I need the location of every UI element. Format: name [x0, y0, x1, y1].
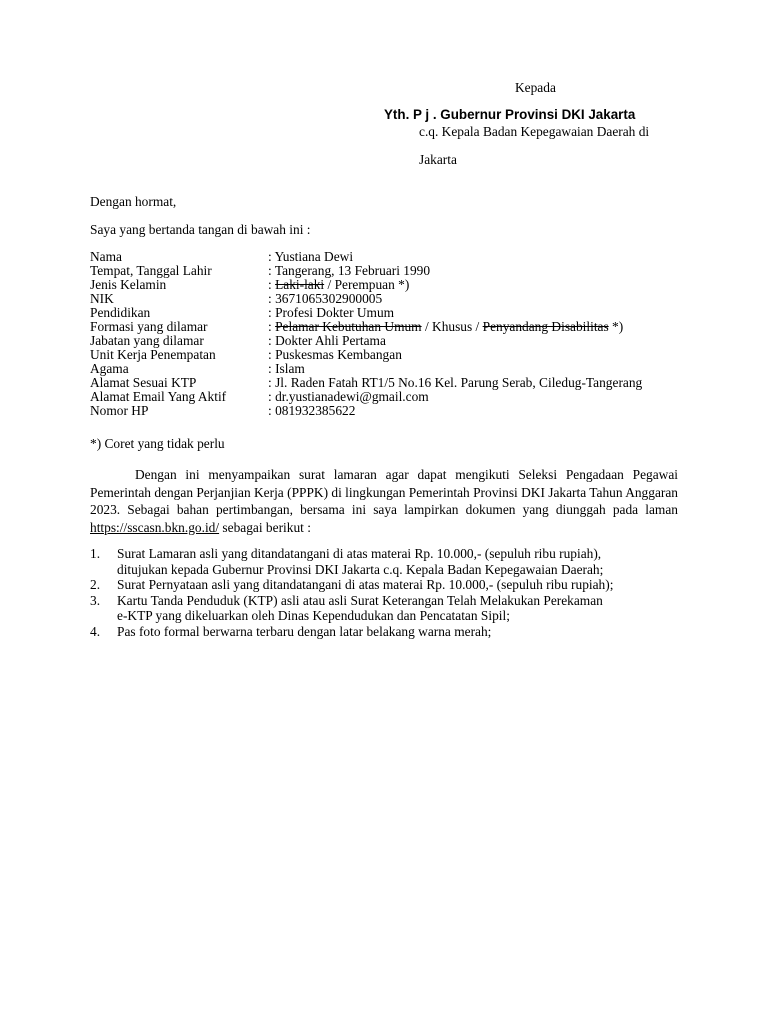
list-item: 2. Surat Pernyataan asli yang ditandatangani di atas materai Rp. 10.000,- (sepuluh ribu rupiah); [90, 577, 614, 592]
sscasn-link[interactable]: https://sscasn.bkn.go.id/ [90, 519, 220, 535]
list-item: 4. Pas foto formal berwarna terbaru dengan latar belakang warna merah; [90, 623, 492, 639]
body-paragraph: Dengan ini menyampaikan surat lamaran agar dapat mengikuti Seleksi Pengadaan Pegawai Pemerintah dengan Perjanjian Kerja (PPPK) di lingkungan Pemerintah Provinsi DKI Jakarta Tahun Anggaran 2023. Sebagai bahan pertimbangan, bersama ini saya lampirkan dokumen yang diunggah pada laman https://sscasn.bkn.go.id/ sebagai berikut : [90, 467, 678, 535]
recipient-city: Jakarta [419, 152, 457, 167]
recipient-title: Yth. P j . Gubernur Provinsi DKI Jakarta [384, 107, 636, 122]
footnote: *) Coret yang tidak perlu [90, 436, 225, 451]
list-item: 3. Kartu Tanda Penduduk (KTP) asli atau asli Surat Keterangan Telah Melakukan Perekaman e-KTP yang dikeluarkan oleh Dinas Kependudukan dan Pencatatan Sipil; [90, 592, 603, 623]
field-value: : Jl. Raden Fatah RT1/5 No.16 Kel. Parung Serab, Ciledug-Tangerang [268, 375, 643, 390]
field-value: : Laki-laki / Perempuan *) [268, 277, 410, 292]
attachment-list [90, 546, 680, 639]
field-label: Nama [90, 249, 122, 264]
field-value: : Tangerang, 13 Februari 1990 [268, 263, 431, 278]
intro-text: Saya yang bertanda tangan di bawah ini : [90, 222, 311, 237]
field-label: Tempat, Tanggal Lahir [90, 263, 212, 278]
field-value: : Yustiana Dewi [268, 249, 354, 264]
field-label: Pendidikan [90, 305, 151, 320]
field-value: : 3671065302900005 [268, 291, 383, 306]
struck-option: Penyandang Disabilitas [482, 319, 609, 334]
field-label: Jabatan yang dilamar [90, 333, 204, 348]
field-value: : Pelamar Kebutuhan Umum / Khusus / Penyandang Disabilitas *) [268, 319, 624, 334]
field-value: : Dokter Ahli Pertama [268, 333, 386, 348]
field-label: NIK [90, 291, 114, 306]
field-label: Nomor HP [90, 403, 149, 418]
field-label: Alamat Email Yang Aktif [90, 389, 227, 404]
greeting: Dengan hormat, [90, 194, 177, 209]
recipient-cq: c.q. Kepala Badan Kepegawaian Daerah di [419, 124, 650, 139]
list-item: 1. Surat Lamaran asli yang ditandatangani di atas materai Rp. 10.000,- (sepuluh ribu rupiah), ditujukan kepada Gubernur Provinsi DKI Jakarta c.q. Kepala Badan Kepegawaian Daerah; [90, 546, 604, 577]
field-label: Alamat Sesuai KTP [90, 375, 197, 390]
field-value: : dr.yustianadewi@gmail.com [268, 389, 429, 404]
kepada-label: Kepada [515, 80, 556, 95]
field-label: Agama [90, 361, 129, 376]
field-value: : Profesi Dokter Umum [268, 305, 395, 320]
field-value: : Islam [268, 361, 305, 376]
field-label: Formasi yang dilamar [90, 319, 208, 334]
field-label: Unit Kerja Penempatan [90, 347, 216, 362]
field-value: : 081932385622 [268, 403, 356, 418]
field-value: : Puskesmas Kembangan [268, 347, 402, 362]
struck-option: Laki-laki [275, 277, 325, 292]
field-label: Jenis Kelamin [90, 277, 167, 292]
struck-option: Pelamar Kebutuhan Umum [275, 319, 422, 334]
